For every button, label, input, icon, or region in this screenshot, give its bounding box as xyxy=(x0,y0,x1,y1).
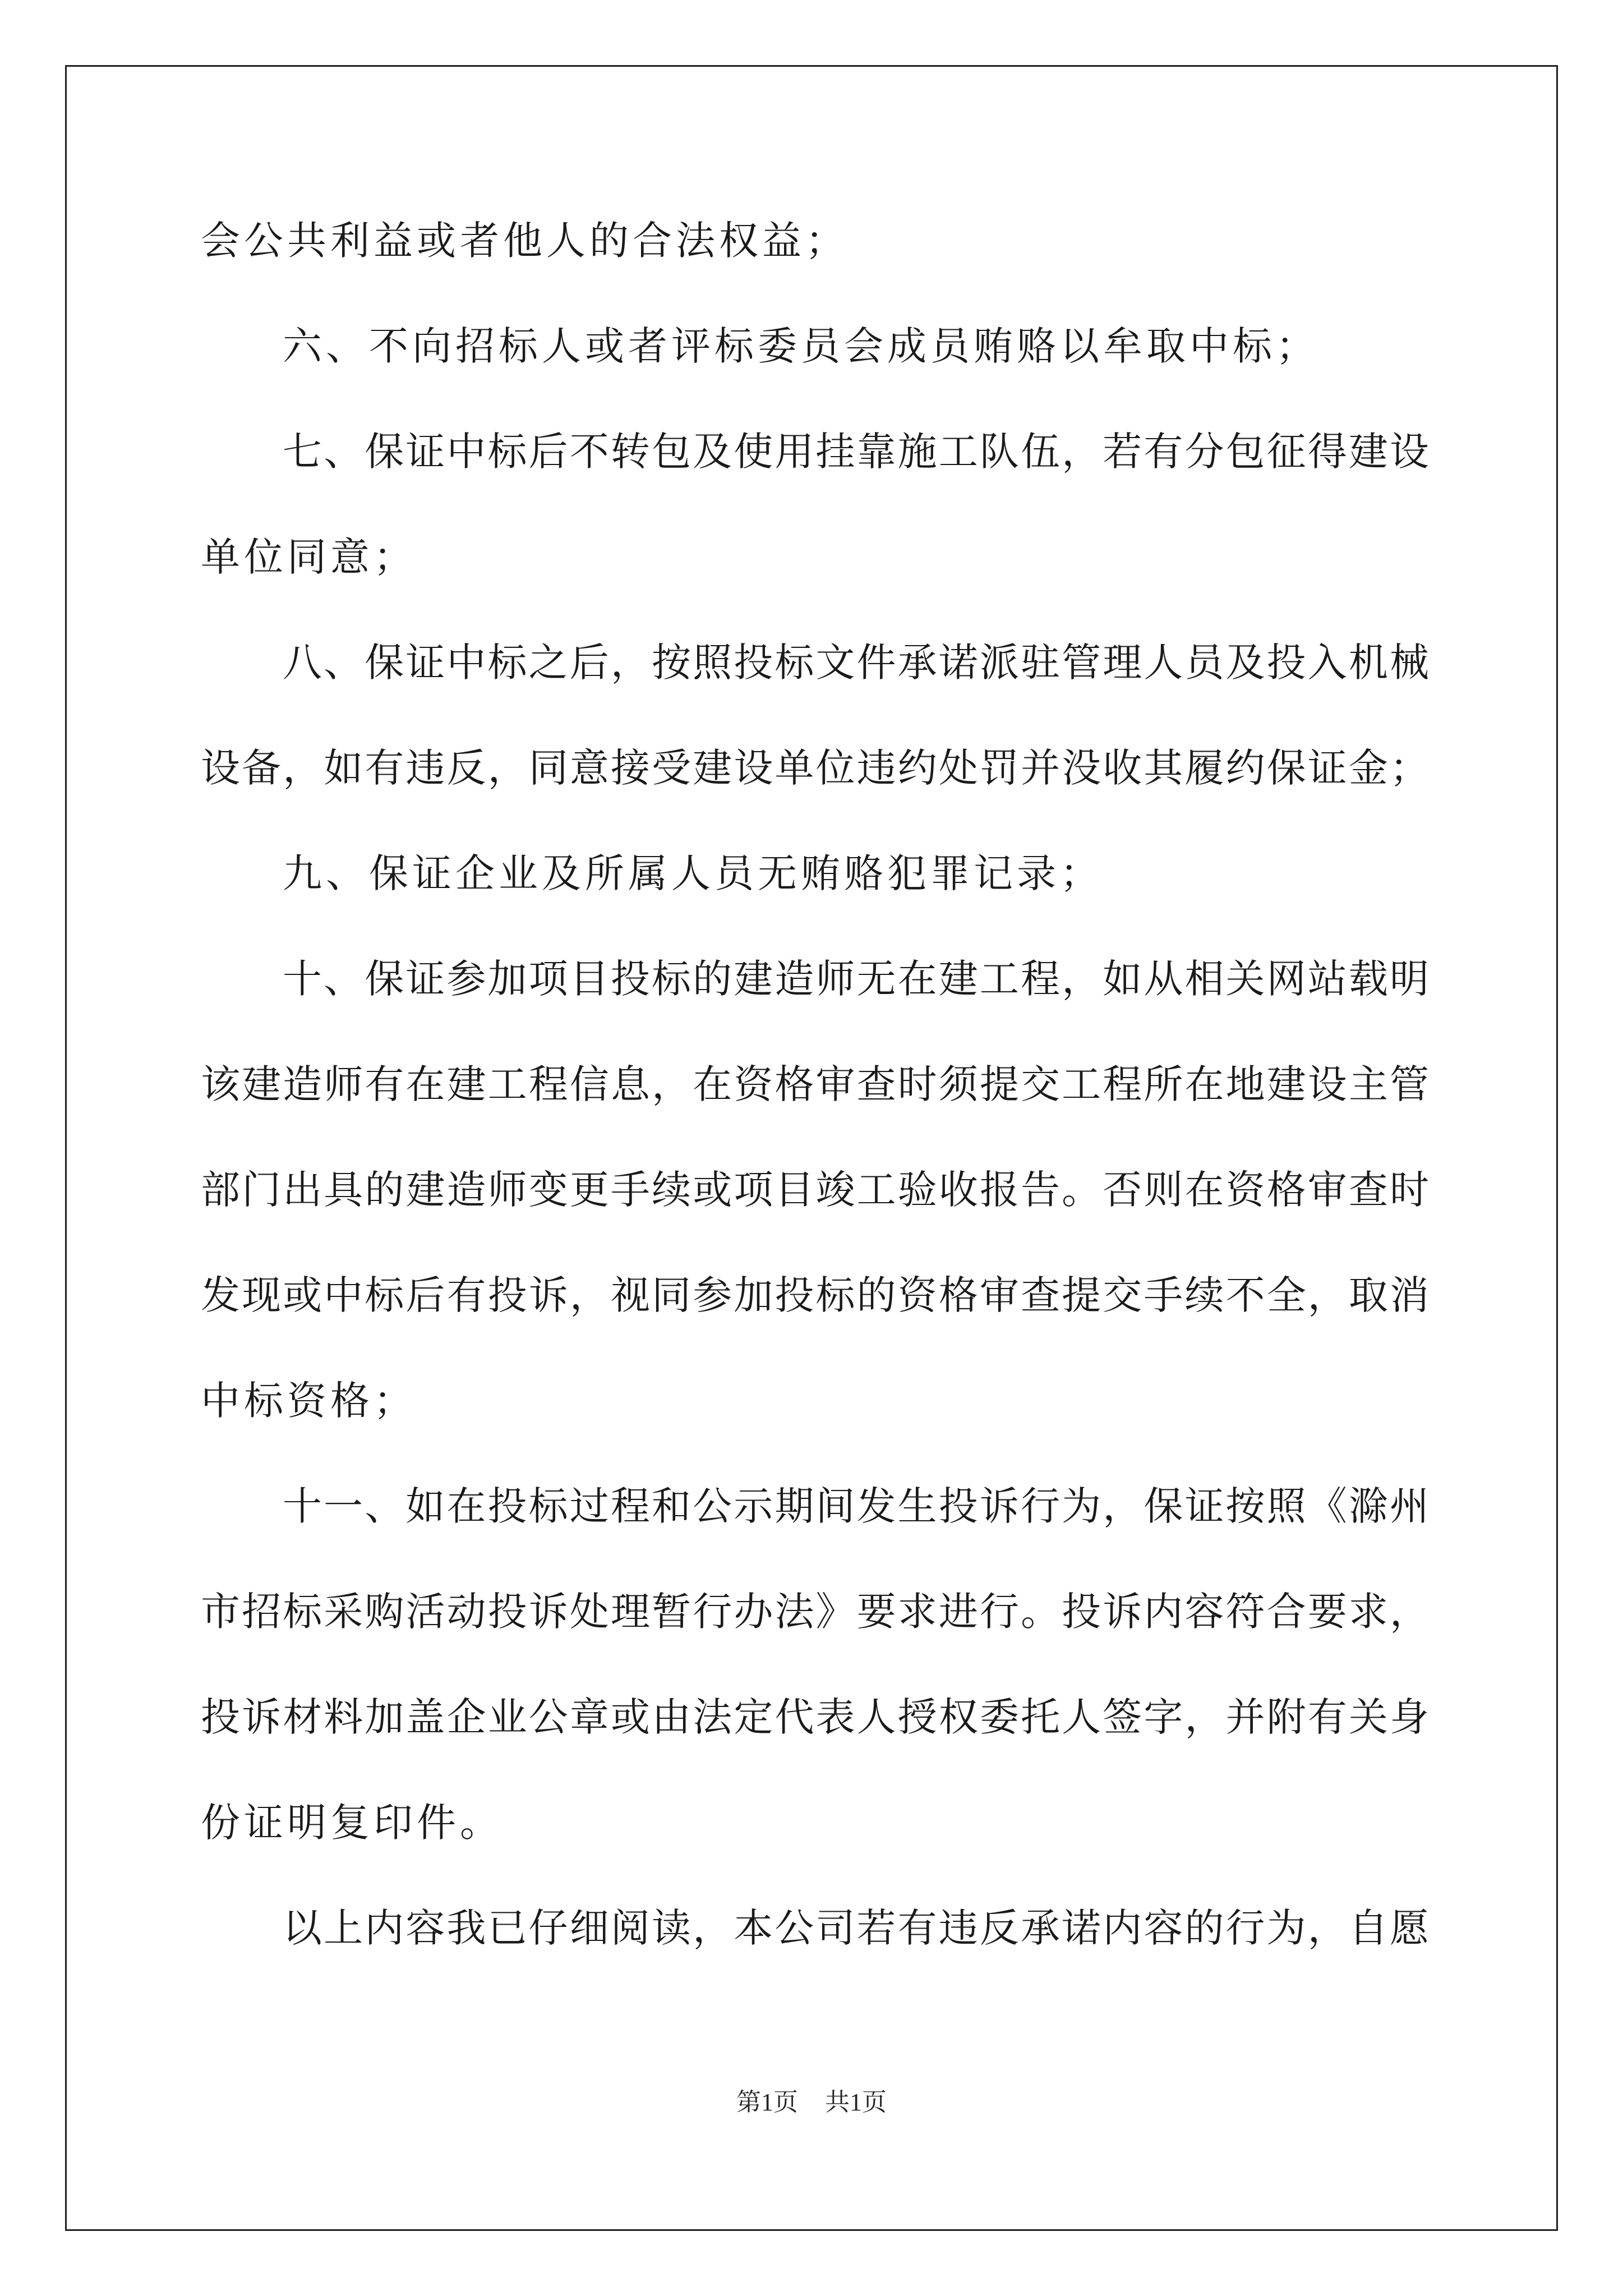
text-line-1: 会公共利益或者他人的合法权益； xyxy=(201,218,849,264)
text-line-10: 部门出具的建造师变更手续或项目竣工验收报告。否则在资格审查时 xyxy=(201,1167,1429,1213)
text-line-8: 十、保证参加项目投标的建造师无在建工程，如从相关网站载明 xyxy=(283,956,1429,1002)
text-line-7: 九、保证企业及所属人员无贿赂犯罪记录； xyxy=(283,850,1103,896)
total-pages: 共1页 xyxy=(825,2088,887,2116)
text-line-14: 市招标采购活动投诉处理暂行办法》要求进行。投诉内容符合要求， xyxy=(201,1589,1429,1635)
text-line-5: 八、保证中标之后，按照投标文件承诺派驻管理人员及投入机械 xyxy=(283,639,1429,685)
text-line-4: 单位同意； xyxy=(201,534,417,580)
document-body xyxy=(201,215,1429,2008)
text-line-12: 中标资格； xyxy=(201,1378,417,1424)
page-number: 第1页 xyxy=(736,2088,798,2116)
text-line-6: 设备，如有违反，同意接受建设单位违约处罚并没收其履约保证金； xyxy=(201,745,1429,791)
text-line-15: 投诉材料加盖企业公章或由法定代表人授权委托人签字，并附有关身 xyxy=(201,1694,1429,1740)
text-line-16: 份证明复印件。 xyxy=(201,1800,503,1846)
text-line-2: 六、不向招标人或者评标委员会成员贿赂以牟取中标； xyxy=(283,323,1319,369)
text-line-17: 以上内容我已仔细阅读，本公司若有违反承诺内容的行为，自愿 xyxy=(283,1905,1429,1951)
text-line-9: 该建造师有在建工程信息，在资格审查时须提交工程所在地建设主管 xyxy=(201,1061,1429,1107)
text-line-13: 十一、如在投标过程和公示期间发生投诉行为，保证按照《滁州 xyxy=(283,1483,1429,1529)
text-line-11: 发现或中标后有投诉，视同参加投标的资格审查提交手续不全，取消 xyxy=(201,1272,1429,1318)
text-line-3: 七、保证中标后不转包及使用挂靠施工队伍，若有分包征得建设 xyxy=(283,429,1429,475)
page-footer xyxy=(0,2087,1623,2118)
